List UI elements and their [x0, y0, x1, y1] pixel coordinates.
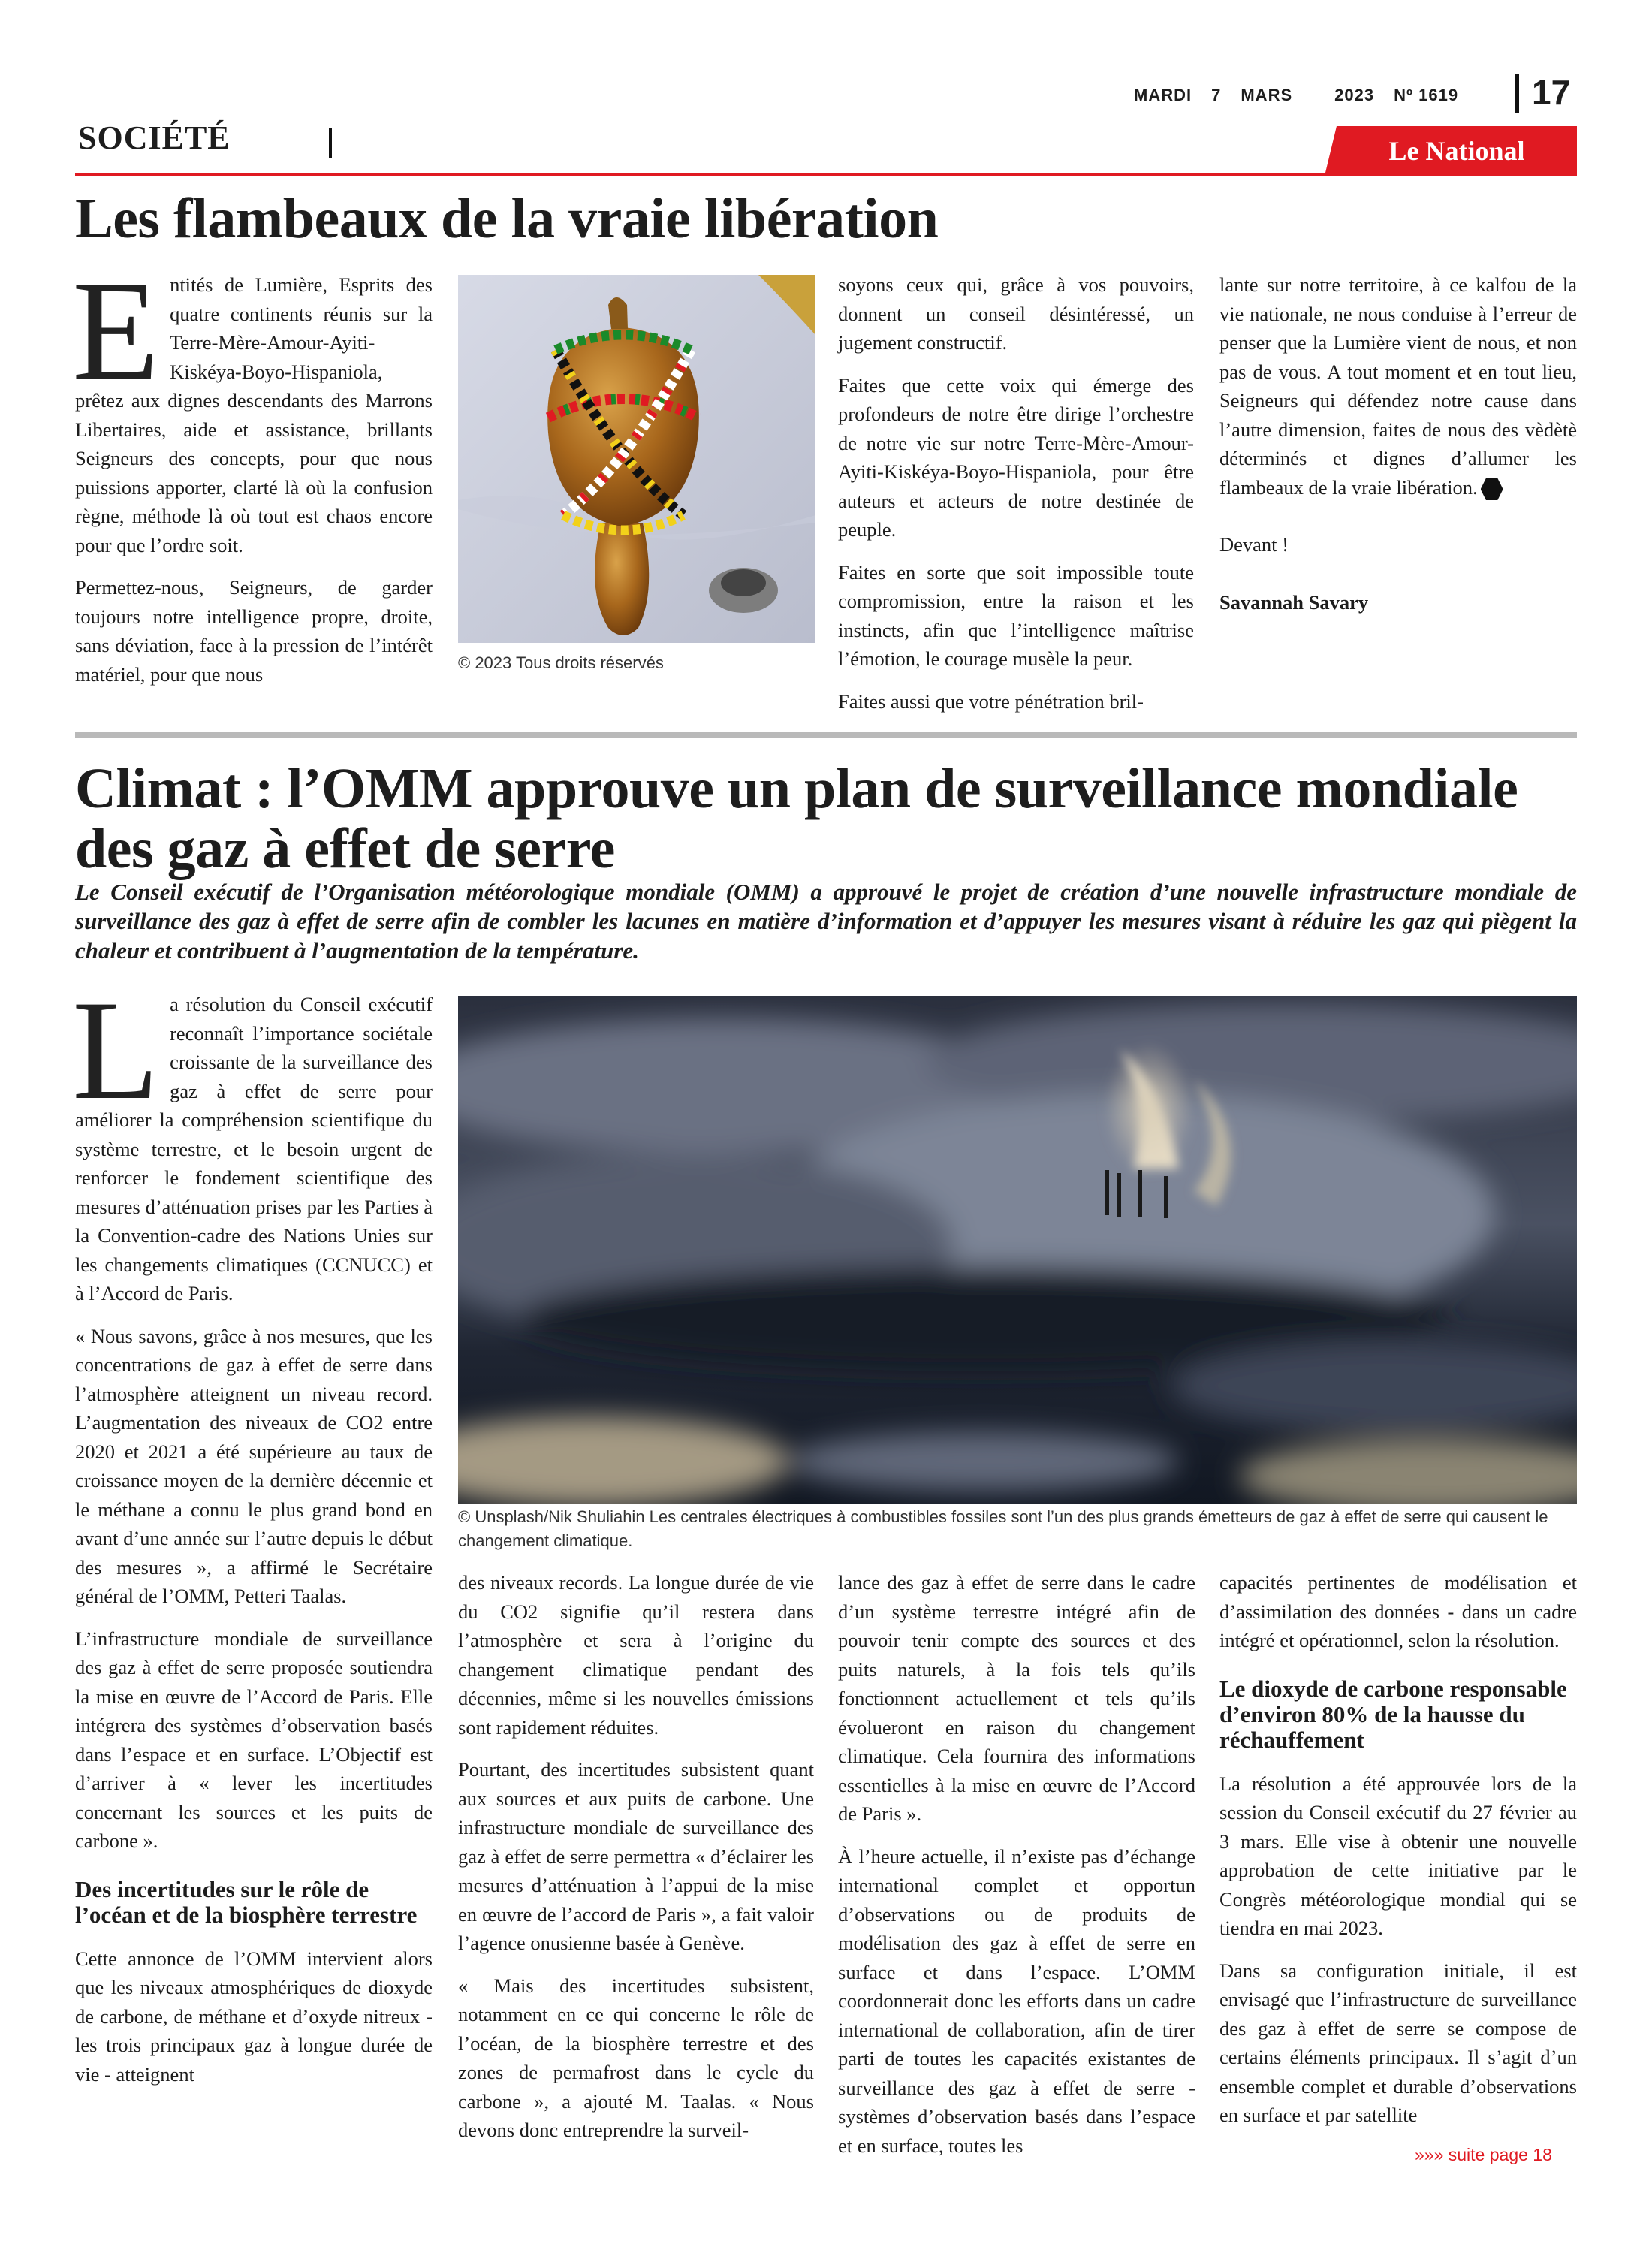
header-divider [1515, 74, 1519, 113]
article1-signature: Savannah Savary [1219, 590, 1369, 614]
section-title: SOCIÉTÉ [78, 119, 231, 156]
power-plant-photo [458, 996, 1577, 1504]
article1-column-2 [838, 270, 1194, 729]
date-year: 2023 [1334, 86, 1375, 104]
article1-paragraph: Faites en sorte que soit impossible toute compromission, entre la raison et les instincts, afin que l’intelligence maîtrise l’émotion, le courage musèle la peur. [838, 560, 1194, 670]
article2-paragraph: Dans sa configuration initiale, il est envisagé que l’infrastructure de surveillance des gaz à effet de serre se compose de certains éléments principaux. Il s’agit d’un ensemble complet et durable d’observations en surface et par satellite [1219, 1959, 1577, 2126]
article2-column-4 [1219, 1568, 1577, 2143]
section-divider [329, 128, 332, 158]
article1-paragraph: Permettez-nous, Seigneurs, de garder toujours notre intelligence propre, droite, sans déviation, face à la pression de l’intérêt matériel, pour que nous [75, 576, 433, 686]
article2-paragraph: L’infrastructure mondiale de surveillance des gaz à effet de serre proposée soutiendra la mise en œuvre de l’Accord de Paris. Elle intégrera des systèmes d’observation basés dans l’espace et en surface. L’Objectif est d’arriver à « lever les incertitudes concernant les sources et les puits de carbone ». [75, 1627, 433, 1852]
article1-paragraph: ntités de Lumière, Esprits des quatre continents réunis sur la Terre-Mère-Amour-Ayiti-Kiskéya-Boyo-Hispaniola, prêtez aux dignes descendants des Marrons Libertaires, aide et assistance, brillants Seigneurs des concepts, pour que nous puissions apporter, clarté là où la confusion règne, méthode là où tout est chaos encore pour que l’ordre soit. [75, 273, 433, 556]
date-month: MARS [1241, 86, 1293, 104]
article1-dropcap: E [72, 252, 160, 410]
article1-paragraph: soyons ceux qui, grâce à vos pouvoirs, donnent un conseil désintéressé, un jugement constructif. [838, 273, 1194, 354]
article2-paragraph: a résolution du Conseil exécutif reconnaît l’importance sociétale croissante de la surveillance des gaz à effet de serre pour améliorer la compréhension scientifique du système terrestre, et le besoin urgent de renforcer le fondement scientifique des mesures d’atténuation prises par les Parties à la Convention-cadre des Nations Unies sur les changements climatiques (CCNUCC) et à l’Accord de Paris. [75, 993, 433, 1304]
article1-column-3 [1219, 270, 1577, 630]
article2-paragraph: lance des gaz à effet de serre dans le cadre d’un système terrestre intégré afin de pouvoir tenir compte des sources et des puits naturels, à la fois tels qu’ils fonctionnent actuellement et tels qu’ils évolueront en raison du changement climatique. Cela fournira des informations essentielles à la mise en œuvre de l’Accord de Paris ». [838, 1571, 1195, 1825]
article2-title: Climat : l’OMM approuve un plan de surveillance mondiale des gaz à effet de serre [75, 757, 1518, 880]
article2-paragraph: « Nous savons, grâce à nos mesures, que les concentrations de gaz à effet de serre dans l’atmosphère atteignent un niveau record. L’augmentation des niveaux de CO2 entre 2020 et 2021 a été supérieure au taux de croissance moyen de la dernière décennie et le méthane a connu le plus grand bond en avant d’une année sur l’autre depuis le début des mesures », a affirmé le Secrétaire général de l’OMM, Petteri Taalas. [75, 1324, 433, 1607]
clouds-illustration [458, 996, 1577, 1504]
continued-link[interactable]: »»» suite page 18 [1415, 2145, 1552, 2164]
article2-paragraph: capacités pertinentes de modélisation et d’assimilation des données - dans un cadre intégré et opérationnel, selon la résolution. [1219, 1571, 1577, 1651]
article-separator [75, 732, 1577, 738]
issue-date [1134, 86, 1478, 105]
issue-number: Nº 1619 [1394, 86, 1459, 104]
end-mark-icon [1481, 478, 1503, 500]
article2-photo-caption: © Unsplash/Nik Shuliahin Les centrales électriques à combustibles fossiles sont l’un des plus grands émetteurs de gaz à effet de serre qui causent le changement climatique. [458, 1507, 1548, 1550]
article2-column-2 [458, 1568, 814, 2158]
date-number: 7 [1211, 86, 1222, 104]
brand-banner: Le National [1337, 126, 1577, 176]
article1-paragraph: lante sur notre territoire, à ce kalfou de la vie nationale, ne nous conduise à l’erreur de penser que la Lumière vient de nous, et non pas de vous. A tout moment et en tout lieu, Seigneurs qui défendez notre cause dans l’autre dimension, faites de nous des vèdètè déterminés et dignes d’allumer les flambeaux de la vraie libération. [1219, 273, 1577, 499]
article2-paragraph: Cette annonce de l’OMM intervient alors que les niveaux atmosphériques de dioxyde de carbone, de méthane et d’oxyde nitreux - les trois principaux gaz à longue durée de vie - atteignent [75, 1947, 433, 2086]
article2-paragraph: des niveaux records. La longue durée de vie du CO2 signifie qu’il restera dans l’atmosphère et sera à l’origine du changement climatique pendant des décennies, même si les nouvelles émissions sont rapidement réduites. [458, 1571, 814, 1739]
article2-paragraph: « Mais des incertitudes subsistent, notamment en ce qui concerne le rôle de l’océan, de la biosphère terrestre et des zones de permafrost dans le cycle du carbone », a ajouté M. Taalas. « Nous devons donc entreprendre la surveil- [458, 1974, 814, 2141]
article1-paragraph: Faites aussi que votre pénétration bril- [838, 689, 1144, 713]
article2-subheading: Des incertitudes sur le rôle de l’océan et de la biosphère terrestre [75, 1875, 418, 1928]
article1-title: Les flambeaux de la vraie libération [75, 187, 939, 250]
maracas-photo [458, 275, 815, 643]
article2-paragraph: Pourtant, des incertitudes subsistent quant aux sources et aux puits de carbone. Une infrastructure mondiale de surveillance des gaz à effet de serre permettra « d’éclairer les mesures d’atténuation à l’appui de la mise en œuvre de l’accord de Paris », a fait valoir l’agence onusienne basée à Genève. [458, 1758, 814, 1954]
maracas-illustration [458, 275, 815, 643]
article2-column-1 [72, 972, 433, 2102]
article2-paragraph: À l’heure actuelle, il n’existe pas d’échange international complet et opportun d’observations ou de produits de modélisation des gaz à effet de serre en surface et dans l’espace. L’OMM coordonnerait donc les efforts dans un cadre international de collaboration, afin de tirer parti de toutes les capacités existantes de surveillance des gaz à effet de serre - systèmes d’observation basés dans l’espace et en surface, toutes les [838, 1844, 1195, 2157]
page-number: 17 [1532, 73, 1571, 112]
article2-dropcap: L [72, 972, 160, 1130]
article1-column-1 [72, 252, 433, 702]
brand-tab-edge [1325, 126, 1337, 176]
article2-subheading: Le dioxyde de carbone responsable d’environ 80% de la hausse du réchauffement [1219, 1675, 1567, 1753]
header-rule [75, 173, 1577, 176]
date-day: MARDI [1134, 86, 1192, 104]
article1-paragraph: Devant ! [1219, 533, 1289, 556]
article1-paragraph: Faites que cette voix qui émerge des profondeurs de notre être dirige l’orchestre de notre vie sur notre Terre-Mère-Amour-Ayiti-Kiskéya-Boyo-Hispaniola, pour être auteurs et acteurs de notre destinée de peuple. [838, 373, 1194, 541]
article2-paragraph: La résolution a été approuvée lors de la session du Conseil exécutif du 27 février au 3 mars. Elle vise à obtenir une nouvelle approbation de cette initiative par le Congrès météorologique mondial qui se tiendra en mai 2023. [1219, 1772, 1577, 1939]
article2-column-3 [838, 1568, 1195, 2173]
article1-photo-credit: © 2023 Tous droits réservés [458, 653, 664, 672]
article2-lead: Le Conseil exécutif de l’Organisation météorologique mondiale (OMM) a approuvé le projet de création d’une nouvelle infrastructure mondiale de surveillance des gaz à effet de serre afin de combler les lacunes en matière d’information et d’appuyer les mesures visant à réduire les gaz qui piègent la chaleur et contribuent à l’augmentation de la température. [75, 879, 1577, 964]
